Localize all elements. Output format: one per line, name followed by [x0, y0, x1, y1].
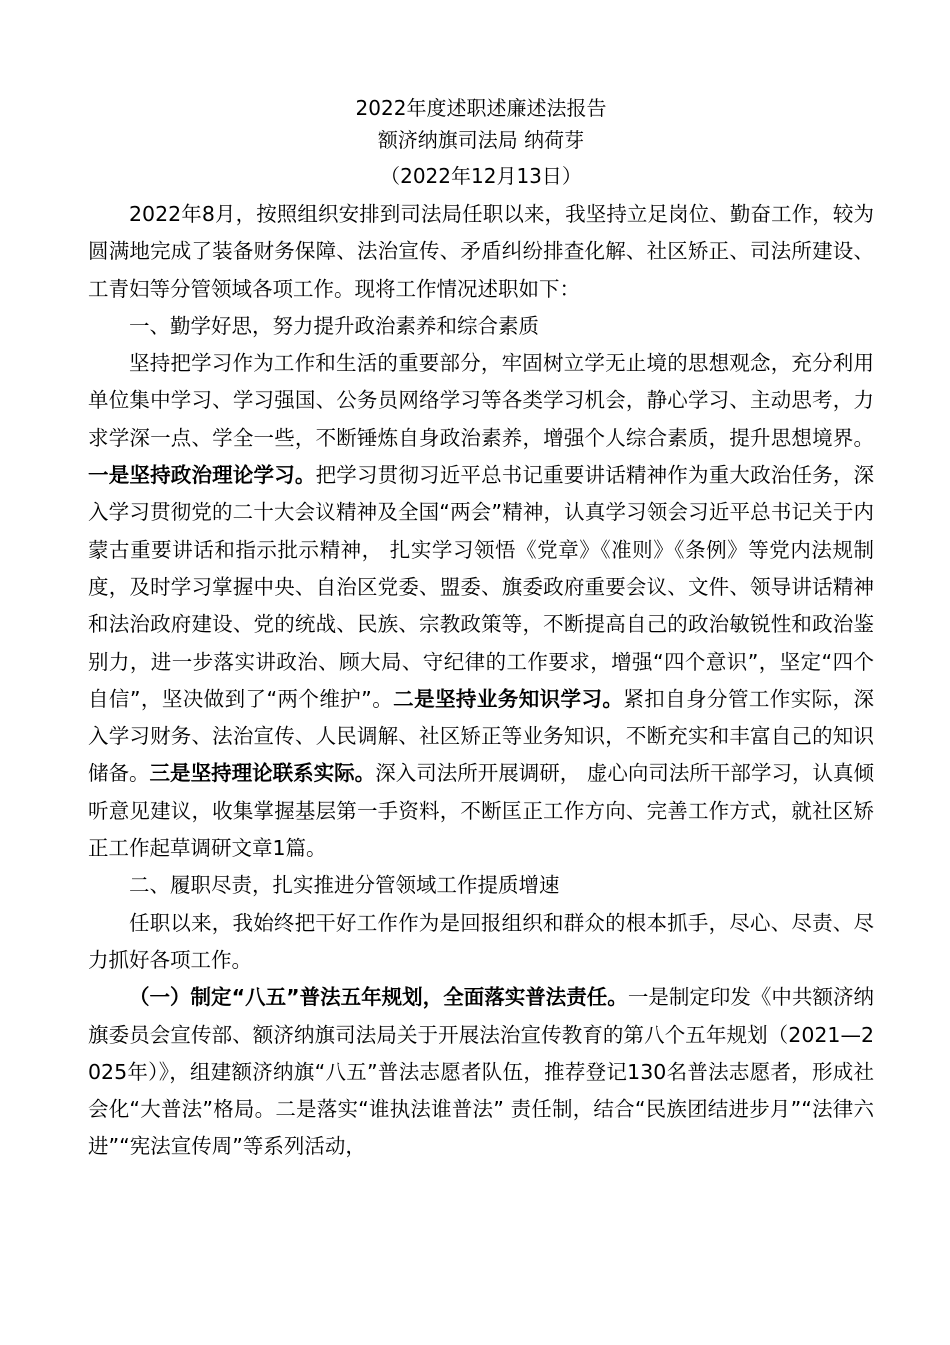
document-page — [88, 92, 874, 1166]
section2-paragraph-2 — [88, 979, 874, 1165]
section1-text-4: 深入司法所开展调研， 虚心向司法所干部学习，认真倾听意见建议，收集掌握基层第一手资料，不断匡正工作方向、完善工作方式，就社区矫正工作起草调研文章1篇。 — [88, 761, 875, 861]
section2-paragraph-1: 任职以来，我始终把干好工作作为是回报组织和群众的根本抓手，尽心、尽责、尽力抓好各项工作。 — [88, 910, 874, 972]
section1-text-3: 紧扣自身分管工作实际，深入学习财务、法治宣传、人民调解、社区矫正等业务知识，不断充实和丰富自己的知识储备。 — [88, 686, 874, 786]
report-title: 2022年度述职述廉述法报告 — [355, 96, 607, 120]
section1-bold-2: 二是坚持业务知识学习。 — [393, 686, 624, 711]
section1-bold-3: 三是坚持理论联系实际。 — [149, 761, 376, 786]
intro-paragraph: 2022年8月，按照组织安排到司法局任职以来，我坚持立足岗位、勤奋工作，较为圆满地完成了装备财务保障、法治宣传、矛盾纠纷排查化解、社区矫正、司法所建设、工青妇等分管领域各项工作。现将工作情况述职如下： — [88, 202, 874, 301]
report-date: （2022年12月13日） — [380, 164, 582, 188]
section1-text-2: 把学习贯彻习近平总书记重要讲话精神作为重大政治任务，深入学习贯彻党的二十大会议精神及全国“两会”精神，认真学习领会习近平总书记关于内蒙古重要讲话和指示批示精神， 扎实学习领悟《党章》《准则》《条例》等党内法规制度，及时学习掌握中央、自治区党委、盟委、旗委政府重要会议、文件、领导讲话精神和法治政府建设、党的统战、民族、宗教政策等，不断提高自己的政治敏锐性和政治鉴别力，进一步落实讲政治、顾大局、守纪律的工作要求，增强“四个意识”，坚定“四个自信”，坚决做到了“两个维护”。 — [88, 463, 875, 711]
section1-text-1: 坚持把学习作为工作和生活的重要部分，牢固树立学无止境的思想观念，充分利用单位集中学习、学习强国、公务员网络学习等各类学习机会，静心学习、主动思考，力求学深一点、学全一些，不断锤炼自身政治素养，增强个人综合素质，提升思想境界。 — [88, 351, 874, 450]
section1-heading: 一、勤学好思，努力提升政治素养和综合素质 — [129, 313, 539, 338]
section2-text-2: 一是制定印发《中共额济纳旗委员会宣传部、额济纳旗司法局关于开展法治宣传教育的第八个五年规划（2021—2025年）》，组建额济纳旗“八五”普法志愿者队伍，推荐登记130名普法志愿者，形成社会化“大普法”格局。二是落实“谁执法谁普法” 责任制，结合“民族团结进步月”“法律六进”“宪法宣传周”等系列活动， — [88, 985, 874, 1159]
report-author: 额济纳旗司法局 纳荷芽 — [377, 128, 585, 152]
section1-bold-1: 一是坚持政治理论学习。 — [88, 463, 316, 488]
section1-paragraph — [88, 345, 874, 867]
section2-heading: 二、履职尽责，扎实推进分管领域工作提质增速 — [129, 873, 560, 898]
section2-bold-1: （一）制定“八五”普法五年规划，全面落实普法责任。 — [129, 985, 628, 1010]
